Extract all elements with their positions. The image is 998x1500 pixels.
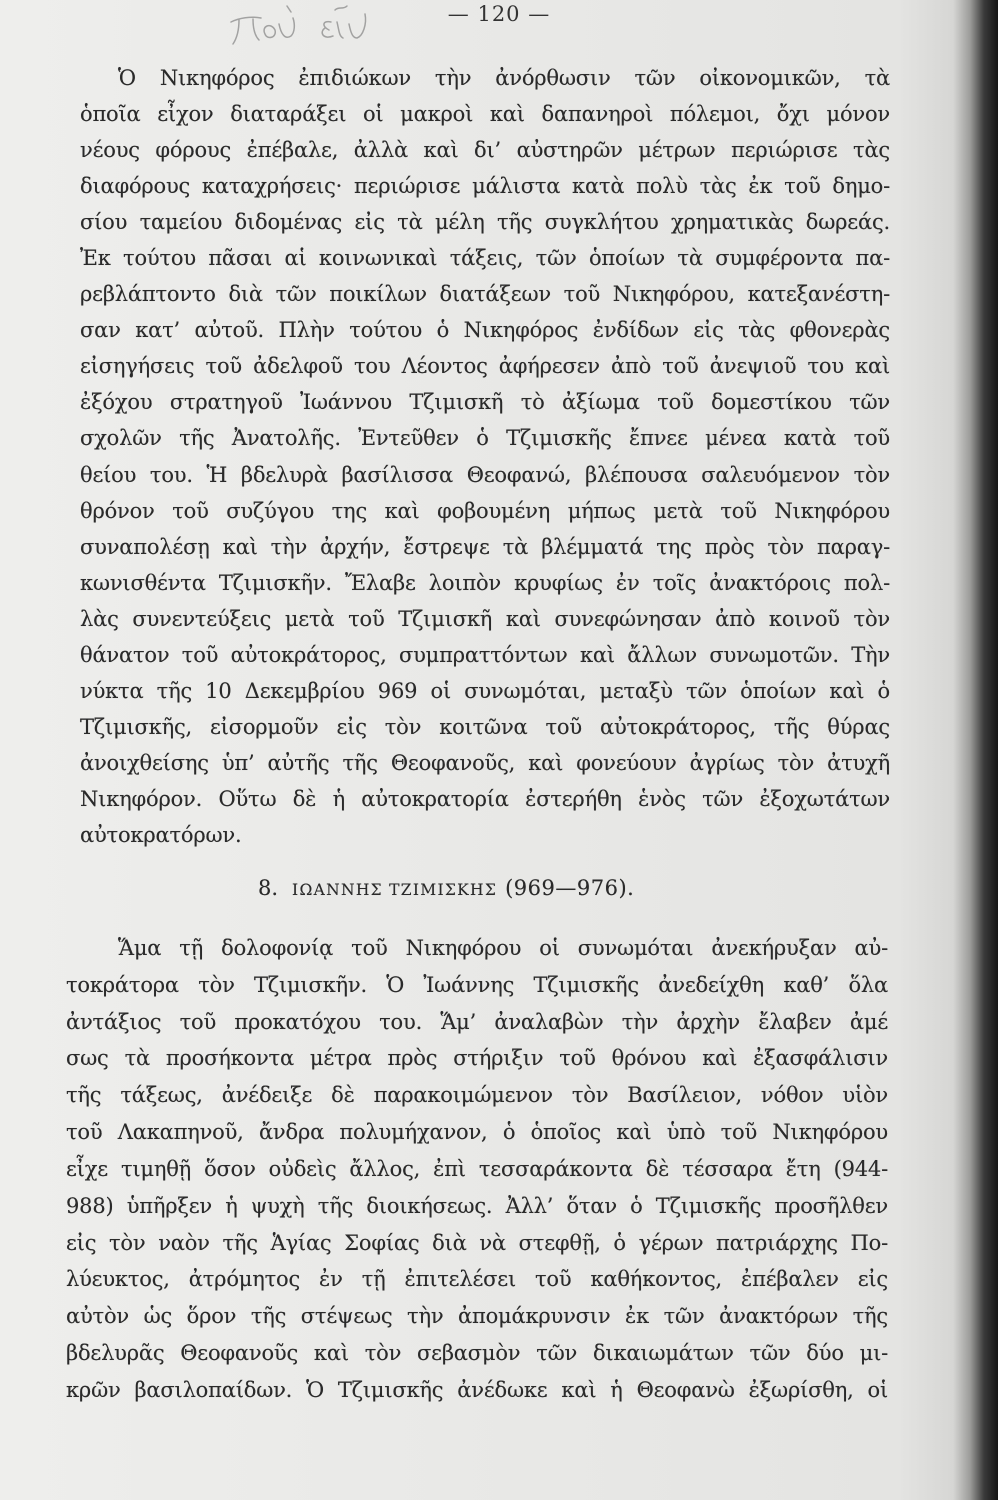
text-line: Ἅμα τῇ δολοφονίᾳ τοῦ Νικηφόρου οἱ συνωμόται ἀνεκήρυξαν αὐ- [118, 936, 888, 960]
text-line: ἐξόχου στρατηγοῦ Ἰωάννου Τζιμισκῆ τὸ ἀξίωμα τοῦ δομεστίκου τῶν [80, 390, 890, 414]
text-line: διαφόρους καταχρήσεις· περιώρισε μάλιστα κατὰ πολὺ τὰς ἐκ τοῦ δημο- [80, 174, 890, 198]
section-heading [258, 870, 634, 906]
text-line: νέους φόρους ἐπέβαλε, ἀλλὰ καὶ δι’ αὐστηρῶν μέτρων περιώρισε τὰς [80, 138, 890, 162]
section-dates: (969—976). [505, 876, 635, 900]
text-line: νύκτα τῆς 10 Δεκεμβρίου 969 οἱ συνωμόται, μεταξὺ τῶν ὁποίων καὶ ὁ [80, 679, 890, 703]
text-line: θάνατον τοῦ αὐτοκράτορος, συμπραττόντων καὶ ἄλλων συνωμοτῶν. Τὴν [80, 643, 890, 667]
text-line: Νικηφόρον. Οὕτω δὲ ἡ αὐτοκρατορία ἐστερήθη ἑνὸς τῶν ἐξοχωτάτων [80, 787, 890, 811]
section-number: 8. [258, 876, 279, 900]
text-line: τῆς τάξεως, ἀνέδειξε δὲ παρακοιμώμενον τὸν Βασίλειον, νόθον υἱὸν [66, 1083, 888, 1107]
text-line: βδελυρᾶς Θεοφανοῦς καὶ τὸν σεβασμὸν τῶν δικαιωμάτων τῶν δύο μι- [66, 1341, 888, 1365]
page-number: — 120 — [447, 2, 551, 26]
text-line: λύευκτος, ἀτρόμητος ἐν τῇ ἐπιτελέσει τοῦ καθήκοντος, ἐπέβαλεν εἰς [66, 1267, 888, 1291]
text-line: ρεβλάπτοντο διὰ τῶν ποικίλων διατάξεων τοῦ Νικηφόρου, κατεξανέστη- [80, 282, 890, 306]
text-line: τοκράτορα τὸν Τζιμισκῆν. Ὁ Ἰωάννης Τζιμισκῆς ἀνεδείχθη καθ’ ὅλα [66, 973, 888, 997]
text-line: αὐτὸν ὡς ὅρον τῆς στέψεως τὴν ἀπομάκρυνσιν ἐκ τῶν ἀνακτόρων τῆς [66, 1304, 888, 1328]
text-line: εἰσηγήσεις τοῦ ἀδελφοῦ του Λέοντος ἀφήρεσεν ἀπὸ τοῦ ἀνεψιοῦ του καὶ [80, 354, 890, 378]
text-line: τοῦ Λακαπηνοῦ, ἄνδρα πολυμήχανον, ὁ ὁποῖος καὶ ὑπὸ τοῦ Νικηφόρου [66, 1120, 888, 1144]
text-line: εἶχε τιμηθῇ ὅσον οὐδεὶς ἄλλος, ἐπὶ τεσσαράκοντα δὲ τέσσαρα ἔτη (944- [66, 1157, 888, 1181]
text-line: κρῶν βασιλοπαίδων. Ὁ Τζιμισκῆς ἀνέδωκε καὶ ἡ Θεοφανὼ ἐξωρίσθη, οἱ [66, 1378, 888, 1402]
text-line: συναπολέσῃ καὶ τὴν ἀρχήν, ἔστρεψε τὰ βλέμματά της πρὸς τὸν παραγ- [80, 535, 890, 559]
text-line: 988) ὑπῆρξεν ἡ ψυχὴ τῆς διοικήσεως. Ἀλλ’ ὅταν ὁ Τζιμισκῆς προσῆλθεν [66, 1194, 888, 1218]
text-line: λὰς συνεντεύξεις μετὰ τοῦ Τζιμισκῆ καὶ συνεφώνησαν ἀπὸ κοινοῦ τὸν [80, 607, 890, 631]
text-line: ὁποῖα εἶχον διαταράξει οἱ μακροὶ καὶ δαπανηροὶ πόλεμοι, ὄχι μόνον [80, 102, 890, 126]
handwritten-annotation [225, 0, 395, 48]
text-line: θρόνον τοῦ συζύγου της καὶ φοβουμένη μήπως μετὰ τοῦ Νικηφόρου [80, 499, 890, 523]
text-line: σίου ταμείου διδομένας εἰς τὰ μέλη τῆς συγκλήτου χρηματικὰς δωρεάς. [80, 210, 890, 234]
text-line: αὐτοκρατόρων. [80, 823, 242, 847]
text-line: σχολῶν τῆς Ἀνατολῆς. Ἐντεῦθεν ὁ Τζιμισκῆς ἔπνεε μένεα κατὰ τοῦ [80, 426, 890, 450]
text-line: εἰς τὸν ναὸν τῆς Ἁγίας Σοφίας διὰ νὰ στεφθῇ, ὁ γέρων πατριάρχης Πο- [66, 1231, 888, 1255]
text-line: Ὁ Νικηφόρος ἐπιδιώκων τὴν ἀνόρθωσιν τῶν οἰκονομικῶν, τὰ [118, 66, 890, 90]
text-line: σαν κατ’ αὐτοῦ. Πλὴν τούτου ὁ Νικηφόρος ἐνδίδων εἰς τὰς φθονερὰς [80, 318, 890, 342]
text-line: θείου του. Ἡ βδελυρὰ βασίλισσα Θεοφανώ, βλέπουσα σαλευόμενον τὸν [80, 463, 890, 487]
text-line: ἀνοιχθείσης ὑπ’ αὐτῆς τῆς Θεοφανοῦς, καὶ φονεύουν ἀγρίως τὸν ἀτυχῆ [80, 751, 890, 775]
section-title: ΙΩΑΝΝΗΣ ΤΖΙΜΙΣΚΗΣ [292, 881, 498, 899]
text-line: σως τὰ προσήκοντα μέτρα πρὸς στήριξιν τοῦ θρόνου καὶ ἐξασφάλισιν [66, 1046, 888, 1070]
text-line: Τζιμισκῆς, εἰσορμοῦν εἰς τὸν κοιτῶνα τοῦ αὐτοκράτορος, τῆς θύρας [80, 715, 890, 739]
text-line: ἀντάξιος τοῦ προκατόχου του. Ἅμ’ ἀναλαβὼν τὴν ἀρχὴν ἔλαβεν ἀμέ [66, 1010, 888, 1034]
text-line: κωνισθέντα Τζιμισκῆν. Ἔλαβε λοιπὸν κρυφίως ἐν τοῖς ἀνακτόροις πολ- [80, 571, 890, 595]
text-line: Ἐκ τούτου πᾶσαι αἱ κοινωνικαὶ τάξεις, τῶν ὁποίων τὰ συμφέροντα πα- [80, 246, 890, 270]
